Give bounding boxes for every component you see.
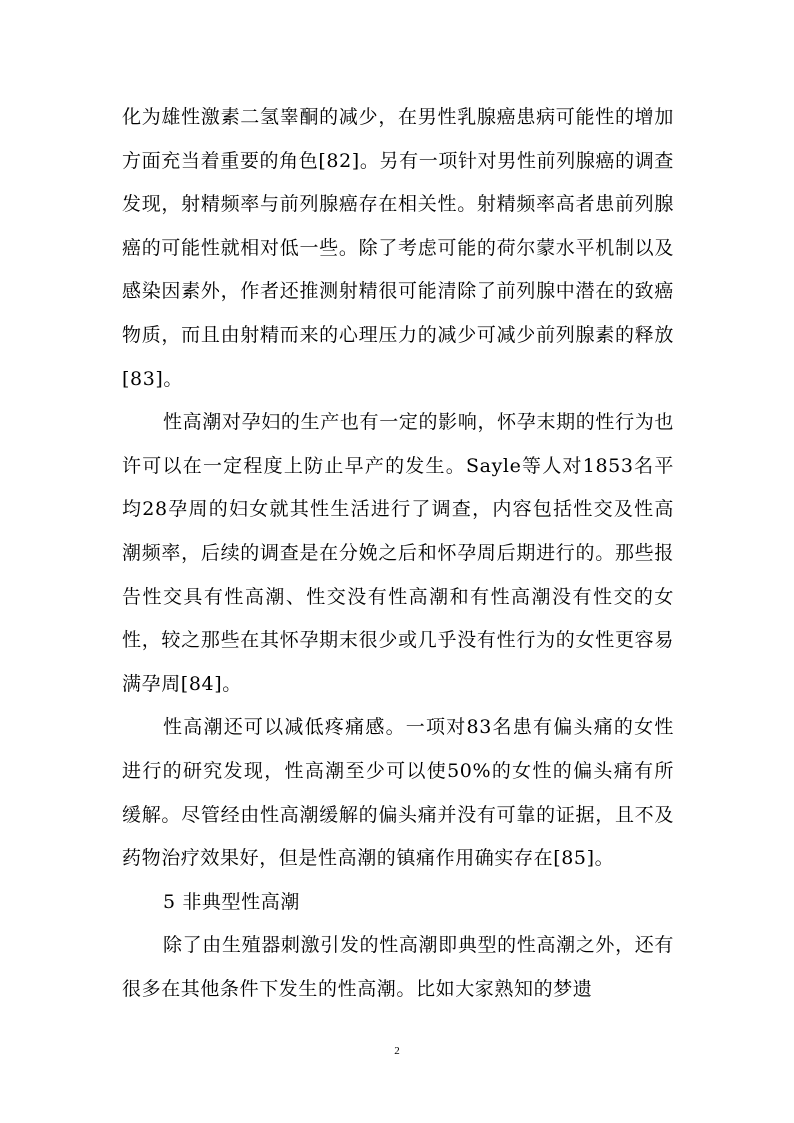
paragraph-pain-relief: 性高潮还可以减低疼痛感。一项对83名患有偏头痛的女性进行的研究发现，性高潮至少可以使50%的女性的偏头痛有所缓解。尽管经由性高潮缓解的偏头痛并没有可靠的证据，且不及药物治疗效果好，但是性高潮的镇痛作用确实存在[85]。 xyxy=(122,716,674,870)
paragraph-continuation: 化为雄性激素二氢睾酮的减少，在男性乳腺癌患病可能性的增加方面充当着重要的角色[82]。另有一项针对男性前列腺癌的调查发现，射精频率与前列腺癌存在相关性。射精频率高者患前列腺癌的可能性就相对低一些。除了考虑可能的荷尔蒙水平机制以及感染因素外，作者还推测射精很可能清除了前列腺中潜在的致癌物质，而且由射精而来的心理压力的减少可减少前列腺素的释放[83]。 xyxy=(122,106,674,390)
paragraph-atypical-orgasm: 除了由生殖器刺激引发的性高潮即典型的性高潮之外，还有很多在其他条件下发生的性高潮。比如大家熟知的梦遗 xyxy=(122,934,674,1000)
page-number: 2 xyxy=(394,1045,400,1057)
body-text xyxy=(122,96,674,1011)
section-heading: 5 非典型性高潮 xyxy=(163,890,300,913)
paragraph-pregnancy: 性高潮对孕妇的生产也有一定的影响，怀孕末期的性行为也许可以在一定程度上防止早产的发生。Sayle等人对1853名平均28孕周的妇女就其性生活进行了调查，内容包括性交及性高潮频率，后续的调查是在分娩之后和怀孕周后期进行的。那些报告性交具有性高潮、性交没有性高潮和有性高潮没有性交的女性，较之那些在其怀孕期末很少或几乎没有性行为的女性更容易满孕周[84]。 xyxy=(122,411,674,695)
